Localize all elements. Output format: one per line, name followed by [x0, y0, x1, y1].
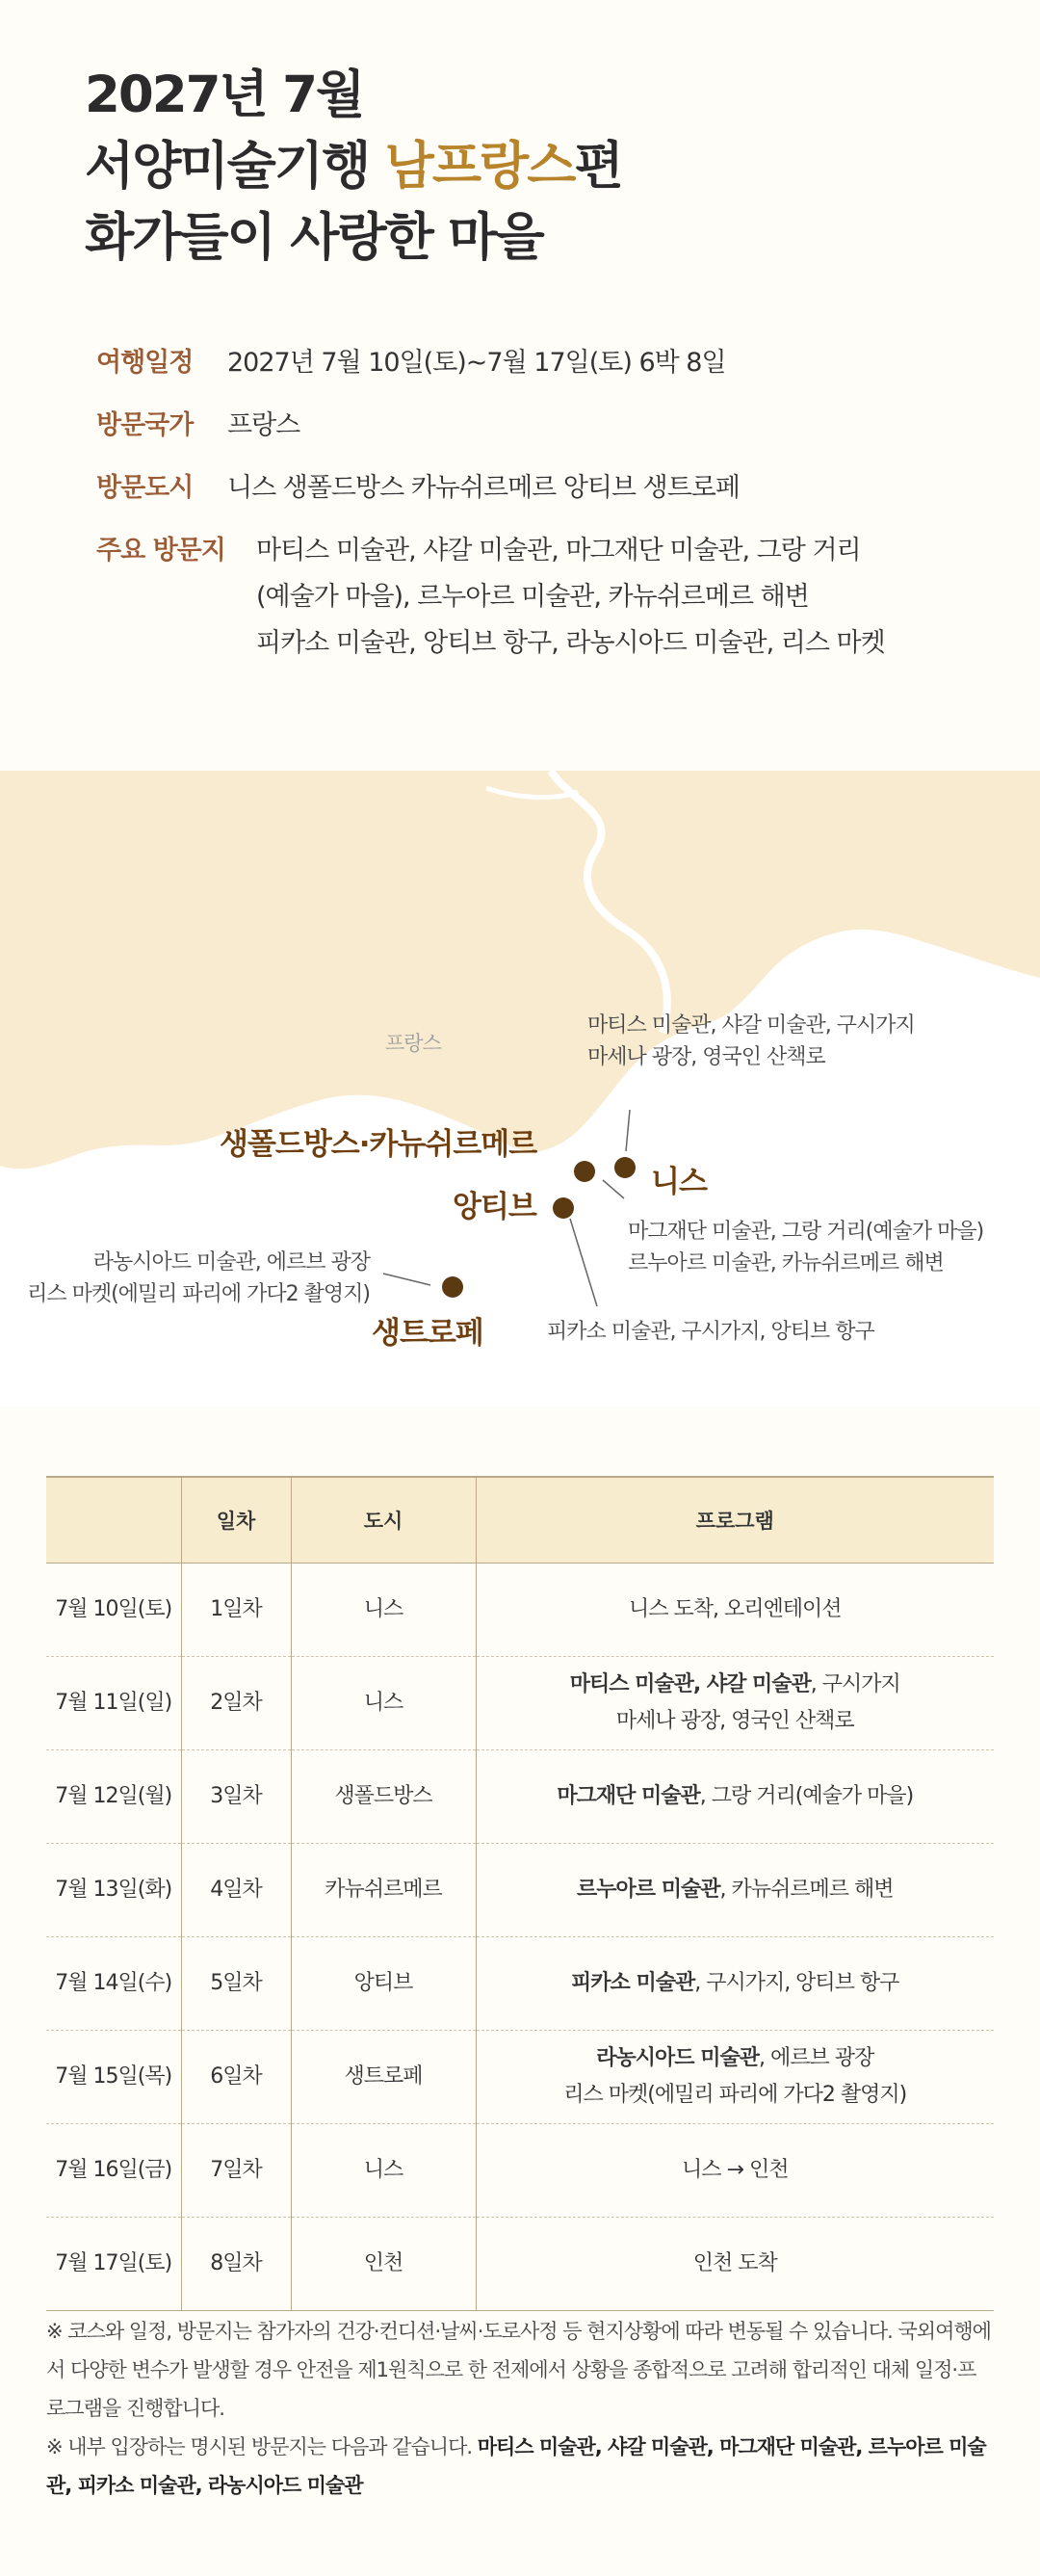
notes	[46, 2312, 994, 2505]
country-label: 프랑스	[385, 1032, 441, 1055]
table-row	[46, 1750, 994, 1844]
column-header: 일차	[181, 1477, 291, 1564]
title-line-1: 2027년 7월	[85, 66, 364, 124]
date-cell: 7월 14일(수)	[46, 1937, 181, 2031]
map-note-line: 리스 마켓(에밀리 파리에 가다2 촬영지)	[27, 1282, 370, 1306]
table-row	[46, 1657, 994, 1750]
program-text: 니스 → 인천	[682, 2158, 789, 2182]
program-line	[478, 2152, 994, 2189]
info-label: 여행일정	[96, 348, 194, 378]
city-cell: 생트로페	[291, 2031, 476, 2124]
map-note-nice	[587, 1010, 915, 1073]
program-cell	[476, 2124, 994, 2218]
city-cell: 니스	[291, 1564, 476, 1657]
program-line	[478, 1965, 994, 2002]
city-label-nice: 니스	[651, 1165, 707, 1199]
table-header-row	[46, 1477, 994, 1564]
page-title	[85, 60, 622, 274]
sea-area	[0, 930, 1040, 1406]
day-cell: 6일차	[181, 2031, 291, 2124]
route-map	[0, 771, 1040, 1406]
schedule-table	[46, 1476, 994, 2311]
city-label-sttropez: 생트로페	[372, 1316, 483, 1351]
info-label: 방문국가	[96, 410, 194, 440]
table-row	[46, 1844, 994, 1937]
info-value-line: 마티스 미술관, 샤갈 미술관, 마그재단 미술관, 그랑 거리	[256, 536, 861, 565]
map-note-line: 마세나 광장, 영국인 산책로	[587, 1045, 825, 1069]
map-note-line: 마그재단 미술관, 그랑 거리(예술가 마을)	[628, 1220, 984, 1244]
program-highlight: 마그재단 미술관	[557, 1784, 700, 1808]
info-value: 니스 생폴드방스 카뉴쉬르메르 앙티브 생트로페	[227, 473, 740, 503]
day-cell: 2일차	[181, 1657, 291, 1750]
program-highlight: 피카소 미술관	[571, 1971, 695, 1995]
city-label-antibes: 앙티브	[453, 1190, 536, 1224]
map-note-sttropez	[13, 1247, 370, 1310]
date-cell: 7월 13일(화)	[46, 1844, 181, 1937]
program-line	[478, 1872, 994, 1908]
note-2-text: ※ 내부 입장하는 명시된 방문지는 다음과 같습니다.	[46, 2435, 478, 2458]
info-value: 프랑스	[227, 410, 300, 440]
table-row	[46, 2031, 994, 2124]
date-cell: 7월 11일(일)	[46, 1657, 181, 1750]
city-cell: 생폴드방스	[291, 1750, 476, 1844]
info-row-sights	[96, 535, 963, 667]
city-label-stpaul: 생폴드방스·카뉴쉬르메르	[220, 1127, 537, 1162]
program-cell	[476, 1937, 994, 2031]
program-line: 마세나 광장, 영국인 산책로	[615, 1709, 854, 1733]
title-line-2	[85, 131, 622, 202]
info-label: 방문도시	[96, 473, 194, 503]
program-highlight: 마티스 미술관, 샤갈 미술관	[569, 1672, 811, 1696]
day-cell: 3일차	[181, 1750, 291, 1844]
column-header: 프로그램	[476, 1477, 994, 1564]
map-dot-antibes	[553, 1197, 574, 1219]
program-line: 리스 마켓(에밀리 파리에 가다2 촬영지)	[563, 2083, 907, 2107]
program-highlight: 라농시아드 미술관	[596, 2046, 759, 2070]
map-note-antibes	[547, 1316, 874, 1348]
river	[551, 771, 667, 1033]
note-2	[46, 2428, 994, 2505]
table-row	[46, 2124, 994, 2218]
city-cell: 카뉴쉬르메르	[291, 1844, 476, 1937]
column-header: 도시	[291, 1477, 476, 1564]
day-cell: 8일차	[181, 2218, 291, 2311]
day-cell: 5일차	[181, 1937, 291, 2031]
date-cell: 7월 12일(월)	[46, 1750, 181, 1844]
program-text: , 구시가지, 앙티브 항구	[694, 1971, 899, 1995]
program-cell	[476, 1564, 994, 1657]
program-text: , 에르브 광장	[758, 2046, 874, 2070]
program-text: 니스 도착, 오리엔테이션	[628, 1597, 842, 1621]
info-value	[256, 528, 885, 667]
program-cell	[476, 1844, 994, 1937]
map-note-stpaul	[628, 1216, 983, 1279]
program-line	[478, 1667, 994, 1703]
title-accent: 남프랑스	[384, 137, 575, 196]
program-cell	[476, 2031, 994, 2124]
city-cell: 인천	[291, 2218, 476, 2311]
program-text: , 구시가지	[810, 1672, 900, 1696]
program-line	[478, 2246, 994, 2282]
trip-info	[96, 347, 963, 697]
map-note-line: 피카소 미술관, 구시가지, 앙티브 항구	[547, 1320, 874, 1344]
schedule-body	[46, 1564, 994, 2311]
program-line	[478, 1591, 994, 1628]
program-line	[478, 2040, 994, 2077]
map-dot-sttropez	[442, 1276, 463, 1298]
info-row-country	[96, 409, 963, 442]
program-text: , 카뉴쉬르메르 해변	[719, 1878, 894, 1902]
info-label: 주요 방문지	[96, 536, 225, 565]
program-line	[478, 1778, 994, 1815]
date-cell: 7월 17일(토)	[46, 2218, 181, 2311]
day-cell: 1일차	[181, 1564, 291, 1657]
program-cell	[476, 1750, 994, 1844]
city-cell: 니스	[291, 1657, 476, 1750]
info-row-cities	[96, 472, 963, 505]
city-cell: 니스	[291, 2124, 476, 2218]
column-header	[46, 1477, 181, 1564]
map-note-line: 르누아르 미술관, 카뉴쉬르메르 해변	[628, 1251, 944, 1275]
table-row	[46, 2218, 994, 2311]
program-highlight: 르누아르 미술관	[577, 1878, 720, 1902]
map-note-line: 라농시아드 미술관, 에르브 광장	[92, 1250, 370, 1275]
info-value-line: (예술가 마을), 르누아르 미술관, 카뉴쉬르메르 해변	[256, 582, 809, 612]
note-2-bold: 마티스 미술관, 샤갈 미술관, 마그재단 미술관, 르누아르 미술관, 피카소 미술관, 라농시아드 미술관	[46, 2435, 986, 2497]
map-note-line: 마티스 미술관, 샤갈 미술관, 구시가지	[587, 1013, 915, 1038]
table-row	[46, 1937, 994, 2031]
map-graphic	[0, 771, 1040, 1406]
day-cell: 7일차	[181, 2124, 291, 2218]
title-line-3: 화가들이 사랑한 마을	[85, 208, 543, 267]
table-row	[46, 1564, 994, 1657]
day-cell: 4일차	[181, 1844, 291, 1937]
note-1: ※ 코스와 일정, 방문지는 참가자의 건강·컨디션·날씨·도로사정 등 현지상황에 따라 변동될 수 있습니다. 국외여행에서 다양한 변수가 발생할 경우 안전을 제1원칙으로 한 전제에서 상황을 종합적으로 고려해 합리적인 대체 일정·프로그램을 진행합니다.	[46, 2320, 991, 2420]
info-row-schedule	[96, 347, 963, 380]
program-cell	[476, 1657, 994, 1750]
map-dot-nice	[614, 1157, 636, 1178]
program-cell	[476, 2218, 994, 2311]
program-text: 인천 도착	[692, 2251, 777, 2275]
info-value: 2027년 7월 10일(토)~7월 17일(토) 6박 8일	[227, 348, 726, 378]
map-dot-stpaul	[574, 1161, 595, 1182]
date-cell: 7월 15일(목)	[46, 2031, 181, 2124]
program-text: , 그랑 거리(예술가 마을)	[699, 1784, 914, 1808]
city-cell: 앙티브	[291, 1937, 476, 2031]
info-value-line: 피카소 미술관, 앙티브 항구, 라농시아드 미술관, 리스 마켓	[256, 628, 885, 658]
date-cell: 7월 16일(금)	[46, 2124, 181, 2218]
date-cell: 7월 10일(토)	[46, 1564, 181, 1657]
title-line-2-pre: 서양미술기행	[85, 137, 385, 196]
title-line-2-post: 편	[574, 137, 622, 196]
